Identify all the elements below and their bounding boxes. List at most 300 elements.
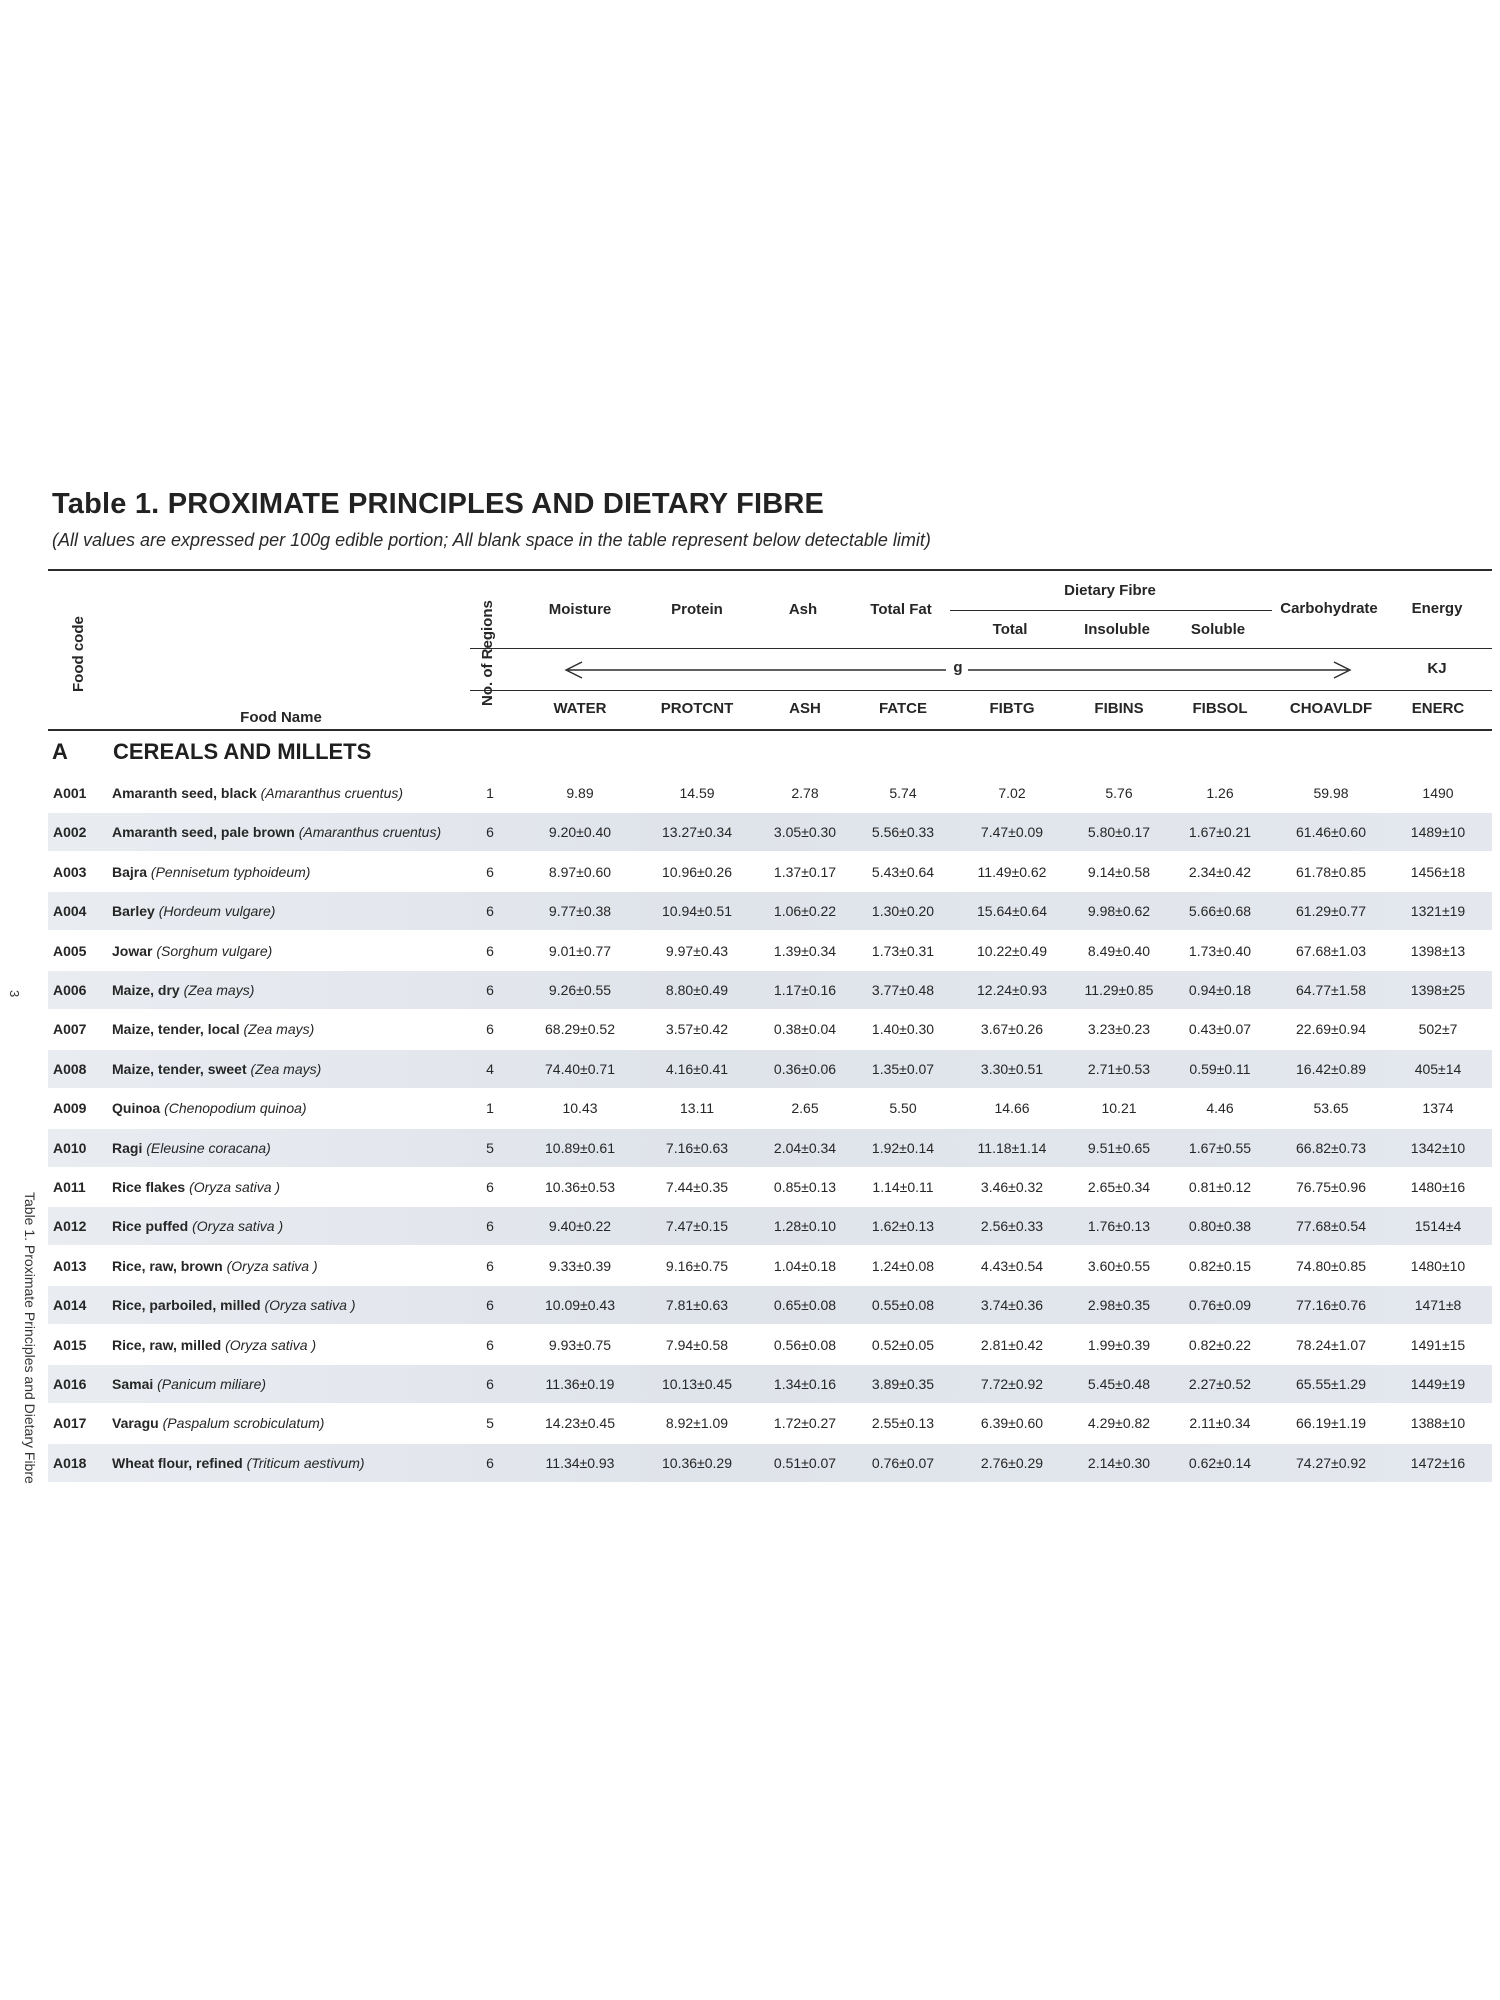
food-code: A003 bbox=[53, 864, 87, 880]
table-row bbox=[48, 774, 1492, 812]
food-name-cell bbox=[112, 1404, 472, 1442]
food-name-cell bbox=[112, 1207, 472, 1245]
value-energy: 1490 bbox=[1422, 785, 1454, 801]
food-name: Rice, parboiled, milled bbox=[112, 1296, 261, 1313]
scientific-name: (Panicum miliare) bbox=[157, 1375, 267, 1392]
scientific-name: (Oryza sativa ) bbox=[264, 1296, 356, 1313]
value-fibins: 9.51±0.65 bbox=[1087, 1140, 1151, 1156]
table-row bbox=[48, 813, 1492, 851]
value-water: 11.34±0.93 bbox=[545, 1455, 615, 1471]
value-water: 9.77±0.38 bbox=[548, 903, 612, 919]
value-ash: 1.37±0.17 bbox=[773, 864, 837, 880]
value-fat: 1.35±0.07 bbox=[871, 1061, 935, 1077]
food-name-wrap bbox=[112, 1100, 307, 1117]
moisture-header: Moisture bbox=[548, 601, 612, 618]
value-protein: 7.16±0.63 bbox=[665, 1140, 729, 1156]
header-top-rule bbox=[48, 569, 1492, 571]
scientific-name: (Zea mays) bbox=[250, 1060, 322, 1077]
value-fat: 1.62±0.13 bbox=[871, 1218, 935, 1234]
value-fibsol: 0.94±0.18 bbox=[1188, 982, 1252, 998]
value-fibins: 1.99±0.39 bbox=[1087, 1337, 1151, 1353]
scientific-name: (Oryza sativa ) bbox=[189, 1178, 281, 1195]
value-protein: 8.92±1.09 bbox=[665, 1415, 729, 1431]
value-fat: 5.56±0.33 bbox=[871, 824, 935, 840]
food-name-wrap bbox=[112, 1258, 318, 1275]
value-regions: 6 bbox=[486, 1179, 494, 1195]
value-fibtg: 4.43±0.54 bbox=[980, 1258, 1044, 1274]
value-fibins: 5.80±0.17 bbox=[1087, 824, 1151, 840]
value-water: 10.09±0.43 bbox=[545, 1297, 615, 1313]
code-fibins: FIBINS bbox=[1094, 700, 1144, 717]
table-row bbox=[48, 1207, 1492, 1245]
value-fat: 2.55±0.13 bbox=[871, 1415, 935, 1431]
code-enerc: ENERC bbox=[1411, 700, 1465, 717]
food-code: A007 bbox=[53, 1021, 87, 1037]
value-ash: 2.04±0.34 bbox=[773, 1140, 837, 1156]
carbohydrate-header: Carbohydrate bbox=[1280, 600, 1378, 617]
food-name: Rice flakes bbox=[112, 1178, 186, 1195]
food-name-wrap bbox=[112, 864, 310, 881]
food-name: Barley bbox=[112, 902, 155, 919]
value-fibtg: 6.39±0.60 bbox=[980, 1415, 1044, 1431]
scientific-name: (Hordeum vulgare) bbox=[158, 902, 276, 919]
value-regions: 6 bbox=[486, 1258, 494, 1274]
food-name: Samai bbox=[112, 1375, 154, 1392]
scientific-name: (Pennisetum typhoideum) bbox=[150, 863, 311, 880]
value-water: 9.01±0.77 bbox=[548, 943, 612, 959]
food-name: Varagu bbox=[112, 1414, 159, 1431]
value-cho: 61.78±0.85 bbox=[1296, 864, 1366, 880]
value-water: 10.43 bbox=[562, 1100, 598, 1116]
value-ash: 2.65 bbox=[791, 1100, 819, 1116]
food-name-cell bbox=[112, 1365, 472, 1403]
value-fat: 1.24±0.08 bbox=[871, 1258, 935, 1274]
value-fat: 0.76±0.07 bbox=[871, 1455, 935, 1471]
food-name-wrap bbox=[112, 1415, 324, 1432]
value-fibsol: 2.11±0.34 bbox=[1189, 1415, 1251, 1431]
value-water: 11.36±0.19 bbox=[545, 1376, 615, 1392]
total-fat-header: Total Fat bbox=[870, 601, 932, 618]
value-fibsol: 1.26 bbox=[1206, 785, 1234, 801]
value-protein: 7.47±0.15 bbox=[665, 1218, 729, 1234]
value-fat: 3.89±0.35 bbox=[871, 1376, 935, 1392]
value-ash: 1.28±0.10 bbox=[773, 1218, 837, 1234]
value-energy: 1471±8 bbox=[1414, 1297, 1462, 1313]
value-fibsol: 0.43±0.07 bbox=[1188, 1021, 1252, 1037]
value-fibsol: 0.82±0.15 bbox=[1188, 1258, 1252, 1274]
table-row bbox=[48, 1404, 1492, 1442]
value-fibins: 3.23±0.23 bbox=[1087, 1021, 1151, 1037]
value-cho: 77.16±0.76 bbox=[1296, 1297, 1366, 1313]
value-fibsol: 5.66±0.68 bbox=[1188, 903, 1252, 919]
food-name-wrap bbox=[112, 1140, 271, 1157]
value-fat: 5.50 bbox=[889, 1100, 917, 1116]
value-fibsol: 0.81±0.12 bbox=[1188, 1179, 1252, 1195]
food-name-header: Food Name bbox=[240, 709, 322, 726]
code-water: WATER bbox=[553, 700, 607, 717]
value-regions: 1 bbox=[486, 785, 494, 801]
header-mid-rule bbox=[470, 648, 1492, 649]
value-protein: 8.80±0.49 bbox=[665, 982, 729, 998]
value-fibtg: 15.64±0.64 bbox=[977, 903, 1047, 919]
food-name-cell bbox=[112, 774, 472, 812]
food-code: A015 bbox=[53, 1337, 87, 1353]
value-fibsol: 0.80±0.38 bbox=[1188, 1218, 1252, 1234]
value-fibins: 4.29±0.82 bbox=[1087, 1415, 1151, 1431]
value-regions: 6 bbox=[486, 1376, 494, 1392]
value-fibtg: 2.76±0.29 bbox=[980, 1455, 1044, 1471]
value-cho: 77.68±0.54 bbox=[1296, 1218, 1366, 1234]
fibre-insoluble-header: Insoluble bbox=[1084, 621, 1150, 638]
food-name-cell bbox=[112, 971, 472, 1009]
value-energy: 1398±25 bbox=[1410, 982, 1466, 998]
value-fibins: 3.60±0.55 bbox=[1087, 1258, 1151, 1274]
food-code: A001 bbox=[53, 785, 87, 801]
value-cho: 66.19±1.19 bbox=[1296, 1415, 1366, 1431]
food-name-wrap bbox=[112, 1061, 321, 1078]
value-fibins: 2.98±0.35 bbox=[1087, 1297, 1151, 1313]
value-water: 9.33±0.39 bbox=[548, 1258, 612, 1274]
food-code: A018 bbox=[53, 1455, 87, 1471]
value-water: 74.40±0.71 bbox=[545, 1061, 615, 1077]
value-ash: 1.72±0.27 bbox=[773, 1415, 837, 1431]
table-row bbox=[48, 932, 1492, 970]
value-fat: 1.30±0.20 bbox=[871, 903, 935, 919]
value-water: 8.97±0.60 bbox=[548, 864, 612, 880]
food-name: Maize, tender, local bbox=[112, 1020, 240, 1037]
value-ash: 1.06±0.22 bbox=[773, 903, 837, 919]
value-regions: 6 bbox=[486, 1455, 494, 1471]
food-name: Maize, dry bbox=[112, 981, 180, 998]
value-fat: 0.52±0.05 bbox=[871, 1337, 935, 1353]
food-name-cell bbox=[112, 813, 472, 851]
value-protein: 13.11 bbox=[680, 1100, 714, 1116]
food-code: A005 bbox=[53, 943, 87, 959]
scientific-name: (Triticum aestivum) bbox=[246, 1454, 365, 1471]
food-name: Jowar bbox=[112, 942, 153, 959]
value-energy: 1449±19 bbox=[1410, 1376, 1466, 1392]
table-title: Table 1. PROXIMATE PRINCIPLES AND DIETARY FIBRE bbox=[52, 488, 825, 520]
value-protein: 9.16±0.75 bbox=[665, 1258, 729, 1274]
value-fat: 3.77±0.48 bbox=[871, 982, 935, 998]
value-fat: 1.73±0.31 bbox=[871, 943, 935, 959]
food-name: Ragi bbox=[112, 1139, 143, 1156]
value-ash: 0.56±0.08 bbox=[773, 1337, 837, 1353]
value-fibtg: 3.30±0.51 bbox=[980, 1061, 1044, 1077]
table-row bbox=[48, 1129, 1492, 1167]
table-row bbox=[48, 1326, 1492, 1364]
value-fibins: 5.45±0.48 bbox=[1087, 1376, 1151, 1392]
side-caption: Table 1. Proximate Principles and Dietary Fibre bbox=[22, 1192, 38, 1484]
value-regions: 6 bbox=[486, 982, 494, 998]
value-fat: 5.74 bbox=[889, 785, 917, 801]
table-row bbox=[48, 892, 1492, 930]
table-row bbox=[48, 1010, 1492, 1048]
food-name-cell bbox=[112, 1247, 472, 1285]
food-code: A017 bbox=[53, 1415, 87, 1431]
value-energy: 1388±10 bbox=[1410, 1415, 1466, 1431]
food-name-wrap bbox=[112, 1218, 283, 1235]
value-energy: 502±7 bbox=[1418, 1021, 1458, 1037]
value-fibtg: 3.67±0.26 bbox=[980, 1021, 1044, 1037]
food-name: Bajra bbox=[112, 863, 148, 880]
value-fibins: 11.29±0.85 bbox=[1084, 982, 1154, 998]
food-name-wrap bbox=[112, 1337, 316, 1354]
table-row bbox=[48, 1365, 1492, 1403]
food-name-cell bbox=[112, 1444, 472, 1482]
unit-g-label: g bbox=[949, 659, 966, 676]
value-fibins: 10.21 bbox=[1101, 1100, 1137, 1116]
value-protein: 10.36±0.29 bbox=[662, 1455, 732, 1471]
code-fibtg: FIBTG bbox=[989, 700, 1035, 717]
food-name: Quinoa bbox=[112, 1099, 161, 1116]
food-code: A010 bbox=[53, 1140, 87, 1156]
value-water: 14.23±0.45 bbox=[545, 1415, 615, 1431]
food-name: Rice puffed bbox=[112, 1217, 189, 1234]
value-regions: 4 bbox=[486, 1061, 494, 1077]
table-row bbox=[48, 1168, 1492, 1206]
value-fibtg: 10.22±0.49 bbox=[977, 943, 1047, 959]
protein-header: Protein bbox=[671, 601, 723, 618]
value-fat: 0.55±0.08 bbox=[871, 1297, 935, 1313]
table-row bbox=[48, 1444, 1492, 1482]
page-number: 3 bbox=[7, 990, 22, 998]
value-cho: 59.98 bbox=[1313, 785, 1349, 801]
food-code: A011 bbox=[53, 1179, 86, 1195]
food-name-cell bbox=[112, 1286, 472, 1324]
scientific-name: (Oryza sativa ) bbox=[225, 1336, 317, 1353]
food-code: A006 bbox=[53, 982, 87, 998]
scientific-name: (Amaranthus cruentus) bbox=[260, 784, 404, 801]
section-title: CEREALS AND MILLETS bbox=[113, 739, 372, 764]
value-regions: 6 bbox=[486, 864, 494, 880]
code-fatce: FATCE bbox=[878, 700, 928, 717]
value-fibins: 2.65±0.34 bbox=[1087, 1179, 1151, 1195]
value-regions: 6 bbox=[486, 1337, 494, 1353]
scientific-name: (Zea mays) bbox=[243, 1020, 315, 1037]
scientific-name: (Zea mays) bbox=[183, 981, 255, 998]
value-fat: 1.92±0.14 bbox=[871, 1140, 935, 1156]
scientific-name: (Eleusine coracana) bbox=[146, 1139, 271, 1156]
value-ash: 0.65±0.08 bbox=[773, 1297, 837, 1313]
value-ash: 0.85±0.13 bbox=[773, 1179, 837, 1195]
value-ash: 1.04±0.18 bbox=[773, 1258, 837, 1274]
table-subtitle: (All values are expressed per 100g edible portion; All blank space in the table represent below detectable limit) bbox=[52, 530, 931, 550]
value-energy: 1398±13 bbox=[1410, 943, 1466, 959]
header-bottom-rule bbox=[48, 729, 1492, 731]
value-fibsol: 1.67±0.55 bbox=[1188, 1140, 1252, 1156]
food-name-wrap bbox=[112, 943, 272, 960]
value-cho: 53.65 bbox=[1313, 1100, 1349, 1116]
value-fibtg: 11.49±0.62 bbox=[977, 864, 1047, 880]
dietary-fibre-rule bbox=[950, 610, 1272, 611]
value-protein: 7.94±0.58 bbox=[665, 1337, 729, 1353]
food-name-cell bbox=[112, 1089, 472, 1127]
dietary-fibre-header: Dietary Fibre bbox=[1064, 582, 1156, 599]
value-cho: 65.55±1.29 bbox=[1296, 1376, 1366, 1392]
value-cho: 66.82±0.73 bbox=[1296, 1140, 1366, 1156]
food-code: A009 bbox=[53, 1100, 87, 1116]
value-fibsol: 2.27±0.52 bbox=[1188, 1376, 1252, 1392]
value-protein: 10.96±0.26 bbox=[662, 864, 732, 880]
value-fibsol: 0.82±0.22 bbox=[1188, 1337, 1252, 1353]
value-regions: 6 bbox=[486, 1021, 494, 1037]
ash-header: Ash bbox=[788, 601, 818, 618]
value-protein: 10.94±0.51 bbox=[662, 903, 732, 919]
food-name-wrap bbox=[112, 1455, 365, 1472]
value-water: 10.36±0.53 bbox=[545, 1179, 615, 1195]
value-ash: 1.34±0.16 bbox=[773, 1376, 837, 1392]
value-fibins: 5.76 bbox=[1105, 785, 1133, 801]
table-row bbox=[48, 853, 1492, 891]
value-fibtg: 7.47±0.09 bbox=[980, 824, 1044, 840]
code-choavldf: CHOAVLDF bbox=[1289, 700, 1373, 717]
value-fibtg: 7.02 bbox=[998, 785, 1026, 801]
value-regions: 6 bbox=[486, 1297, 494, 1313]
value-fibtg: 11.18±1.14 bbox=[977, 1140, 1047, 1156]
section-letter: A bbox=[52, 739, 68, 764]
value-ash: 2.78 bbox=[791, 785, 819, 801]
energy-header: Energy bbox=[1411, 600, 1463, 617]
value-water: 9.26±0.55 bbox=[548, 982, 612, 998]
value-cho: 67.68±1.03 bbox=[1296, 943, 1366, 959]
scientific-name: (Oryza sativa ) bbox=[192, 1217, 284, 1234]
table-row bbox=[48, 1089, 1492, 1127]
value-fibtg: 2.56±0.33 bbox=[980, 1218, 1044, 1234]
food-name: Rice, raw, brown bbox=[112, 1257, 223, 1274]
value-cho: 76.75±0.96 bbox=[1296, 1179, 1366, 1195]
value-energy: 405±14 bbox=[1414, 1061, 1462, 1077]
value-fibins: 1.76±0.13 bbox=[1087, 1218, 1151, 1234]
value-energy: 1374 bbox=[1422, 1100, 1454, 1116]
scientific-name: (Sorghum vulgare) bbox=[156, 942, 273, 959]
value-water: 9.89 bbox=[566, 785, 594, 801]
value-ash: 1.17±0.16 bbox=[773, 982, 837, 998]
food-name: Maize, tender, sweet bbox=[112, 1060, 247, 1077]
value-regions: 6 bbox=[486, 943, 494, 959]
value-energy: 1480±10 bbox=[1410, 1258, 1466, 1274]
table-row bbox=[48, 971, 1492, 1009]
table-row bbox=[48, 1050, 1492, 1088]
value-energy: 1321±19 bbox=[1410, 903, 1466, 919]
value-fibins: 9.98±0.62 bbox=[1087, 903, 1151, 919]
value-regions: 6 bbox=[486, 903, 494, 919]
value-cho: 74.27±0.92 bbox=[1296, 1455, 1366, 1471]
food-name-cell bbox=[112, 1326, 472, 1364]
food-name-wrap bbox=[112, 1021, 314, 1038]
value-protein: 9.97±0.43 bbox=[665, 943, 729, 959]
table-row bbox=[48, 1286, 1492, 1324]
value-ash: 1.39±0.34 bbox=[773, 943, 837, 959]
food-name-cell bbox=[112, 892, 472, 930]
food-name-wrap bbox=[112, 903, 275, 920]
food-name-cell bbox=[112, 1129, 472, 1167]
value-protein: 4.16±0.41 bbox=[665, 1061, 729, 1077]
food-code: A012 bbox=[53, 1218, 87, 1234]
value-water: 9.40±0.22 bbox=[548, 1218, 612, 1234]
fibre-soluble-header: Soluble bbox=[1190, 621, 1246, 638]
code-protcnt: PROTCNT bbox=[660, 700, 734, 717]
fibre-total-header: Total bbox=[992, 621, 1028, 638]
value-fibins: 2.14±0.30 bbox=[1087, 1455, 1151, 1471]
value-cho: 22.69±0.94 bbox=[1296, 1021, 1366, 1037]
value-water: 9.20±0.40 bbox=[548, 824, 612, 840]
value-energy: 1342±10 bbox=[1410, 1140, 1466, 1156]
value-cho: 78.24±1.07 bbox=[1296, 1337, 1366, 1353]
scientific-name: (Amaranthus cruentus) bbox=[298, 823, 442, 840]
value-fibsol: 0.62±0.14 bbox=[1188, 1455, 1252, 1471]
code-ash: ASH bbox=[789, 700, 821, 717]
value-fat: 5.43±0.64 bbox=[871, 864, 935, 880]
unit-kj-label: KJ bbox=[1427, 660, 1447, 677]
value-cho: 61.46±0.60 bbox=[1296, 824, 1366, 840]
value-fat: 1.40±0.30 bbox=[871, 1021, 935, 1037]
value-protein: 13.27±0.34 bbox=[662, 824, 732, 840]
food-code-header: Food code bbox=[70, 616, 87, 692]
value-fibtg: 7.72±0.92 bbox=[980, 1376, 1044, 1392]
scientific-name: (Chenopodium quinoa) bbox=[164, 1099, 307, 1116]
value-water: 10.89±0.61 bbox=[545, 1140, 615, 1156]
food-name: Rice, raw, milled bbox=[112, 1336, 222, 1353]
value-cho: 64.77±1.58 bbox=[1296, 982, 1366, 998]
value-fibins: 2.71±0.53 bbox=[1087, 1061, 1151, 1077]
value-regions: 5 bbox=[486, 1140, 494, 1156]
value-fibins: 9.14±0.58 bbox=[1087, 864, 1151, 880]
food-code: A013 bbox=[53, 1258, 87, 1274]
value-protein: 10.13±0.45 bbox=[662, 1376, 732, 1392]
food-name-wrap bbox=[112, 824, 441, 841]
value-cho: 16.42±0.89 bbox=[1296, 1061, 1366, 1077]
value-water: 68.29±0.52 bbox=[545, 1021, 615, 1037]
value-fibtg: 12.24±0.93 bbox=[977, 982, 1047, 998]
food-name-cell bbox=[112, 932, 472, 970]
value-ash: 3.05±0.30 bbox=[773, 824, 837, 840]
food-name-wrap bbox=[112, 785, 403, 802]
value-fibsol: 1.67±0.21 bbox=[1188, 824, 1252, 840]
table-row bbox=[48, 1247, 1492, 1285]
value-energy: 1480±16 bbox=[1410, 1179, 1466, 1195]
value-regions: 1 bbox=[486, 1100, 494, 1116]
food-name: Amaranth seed, black bbox=[112, 784, 257, 801]
value-protein: 7.81±0.63 bbox=[665, 1297, 729, 1313]
value-regions: 6 bbox=[486, 824, 494, 840]
food-name-cell bbox=[112, 1010, 472, 1048]
food-name-wrap bbox=[112, 1179, 280, 1196]
value-regions: 5 bbox=[486, 1415, 494, 1431]
value-energy: 1514±4 bbox=[1414, 1218, 1462, 1234]
regions-header: No. of Regions bbox=[479, 600, 496, 706]
food-name-wrap bbox=[112, 1376, 266, 1393]
food-code: A002 bbox=[53, 824, 87, 840]
value-fibtg: 3.46±0.32 bbox=[980, 1179, 1044, 1195]
value-energy: 1456±18 bbox=[1410, 864, 1466, 880]
value-protein: 14.59 bbox=[679, 785, 715, 801]
value-cho: 74.80±0.85 bbox=[1296, 1258, 1366, 1274]
value-water: 9.93±0.75 bbox=[548, 1337, 612, 1353]
value-energy: 1491±15 bbox=[1410, 1337, 1466, 1353]
value-regions: 6 bbox=[486, 1218, 494, 1234]
header-unit-rule bbox=[470, 690, 1492, 691]
food-name-cell bbox=[112, 1050, 472, 1088]
food-name-cell bbox=[112, 853, 472, 891]
value-cho: 61.29±0.77 bbox=[1296, 903, 1366, 919]
food-name-cell bbox=[112, 1168, 472, 1206]
code-fibsol: FIBSOL bbox=[1192, 700, 1248, 717]
food-code: A016 bbox=[53, 1376, 87, 1392]
value-fibins: 8.49±0.40 bbox=[1087, 943, 1151, 959]
food-name-wrap bbox=[112, 982, 254, 999]
food-name: Amaranth seed, pale brown bbox=[112, 823, 295, 840]
